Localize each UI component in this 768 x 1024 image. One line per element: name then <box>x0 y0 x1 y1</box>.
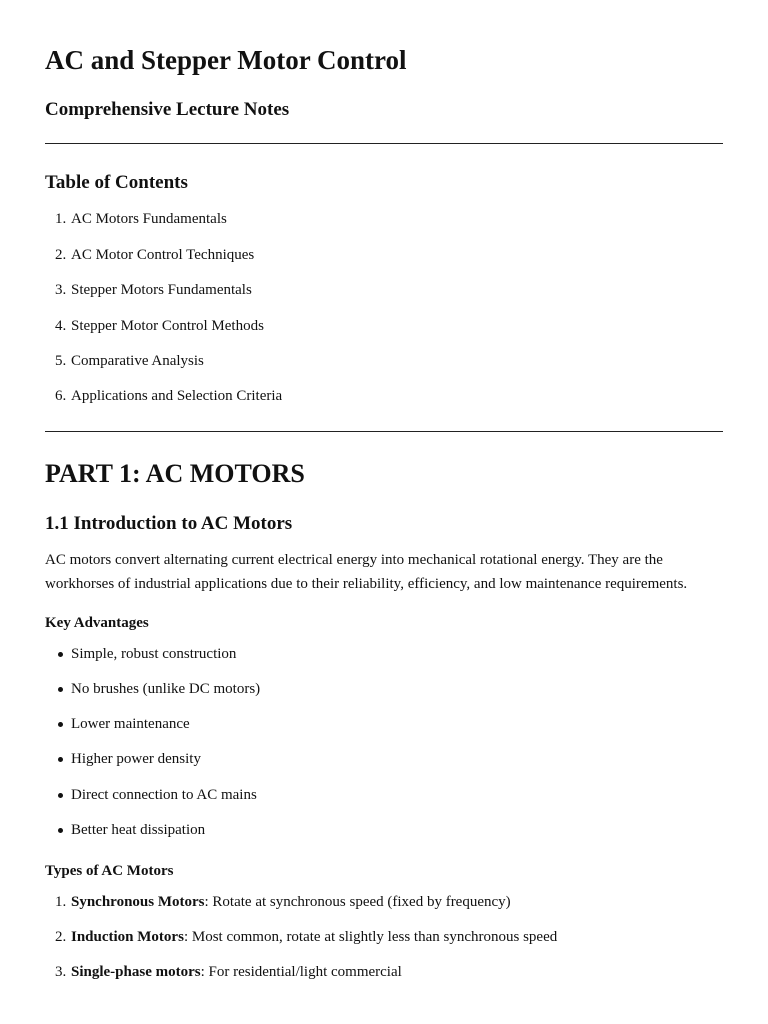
divider <box>45 431 723 432</box>
document-title: AC and Stepper Motor Control <box>45 45 407 75</box>
list-item-number: 3. <box>55 964 67 980</box>
list-item-number: 2. <box>55 929 67 945</box>
toc-item-label: Comparative Analysis <box>71 353 204 369</box>
list-item-text: Lower maintenance <box>71 716 190 732</box>
toc-item-number: 4. <box>55 318 67 334</box>
toc-item-number: 6. <box>55 388 67 404</box>
list-item-desc: : Most common, rotate at slightly less than synchronous speed <box>183 929 558 945</box>
bullet-icon <box>58 793 63 798</box>
list-item-term: Synchronous Motors <box>71 894 205 910</box>
document-subtitle: Comprehensive Lecture Notes <box>45 99 290 120</box>
list-item-term: Induction Motors <box>71 929 184 945</box>
toc-item-number: 2. <box>55 247 67 263</box>
toc-item-number: 1. <box>55 211 67 227</box>
divider <box>45 143 723 144</box>
types-heading: Types of AC Motors <box>45 863 174 879</box>
list-item-desc: : For residential/light commercial <box>200 964 402 980</box>
list-item-text: Direct connection to AC mains <box>71 787 257 803</box>
list-item-term: Single-phase motors <box>71 964 201 980</box>
list-item-text: Higher power density <box>71 751 201 767</box>
toc-item-number: 5. <box>55 353 67 369</box>
toc-item-label: Stepper Motor Control Methods <box>71 318 264 334</box>
list-item-text: Simple, robust construction <box>71 646 237 662</box>
list-item-text: No brushes (unlike DC motors) <box>71 681 261 697</box>
list-item-text: Better heat dissipation <box>71 822 206 838</box>
toc-item-label: Applications and Selection Criteria <box>71 388 283 404</box>
toc-item-label: AC Motor Control Techniques <box>71 247 255 263</box>
bullet-icon <box>58 687 63 692</box>
bullet-icon <box>58 757 63 762</box>
bullet-icon <box>58 828 63 833</box>
toc-item-number: 3. <box>55 282 67 298</box>
list-item-desc: : Rotate at synchronous speed (fixed by frequency) <box>204 894 511 910</box>
advantages-heading: Key Advantages <box>45 615 149 631</box>
toc-heading: Table of Contents <box>45 172 188 193</box>
intro-paragraph: AC motors convert alternating current electrical energy into mechanical rotational energy. They are the workhorses of industrial applications due to their reliability, efficiency, and low maintenance requirements. <box>45 552 688 592</box>
toc-item-label: Stepper Motors Fundamentals <box>71 282 252 298</box>
toc-item-label: AC Motors Fundamentals <box>71 211 227 227</box>
section-heading: 1.1 Introduction to AC Motors <box>45 513 293 534</box>
part-heading: PART 1: AC MOTORS <box>45 459 305 488</box>
bullet-icon <box>58 652 63 657</box>
bullet-icon <box>58 722 63 727</box>
list-item-number: 1. <box>55 894 67 910</box>
